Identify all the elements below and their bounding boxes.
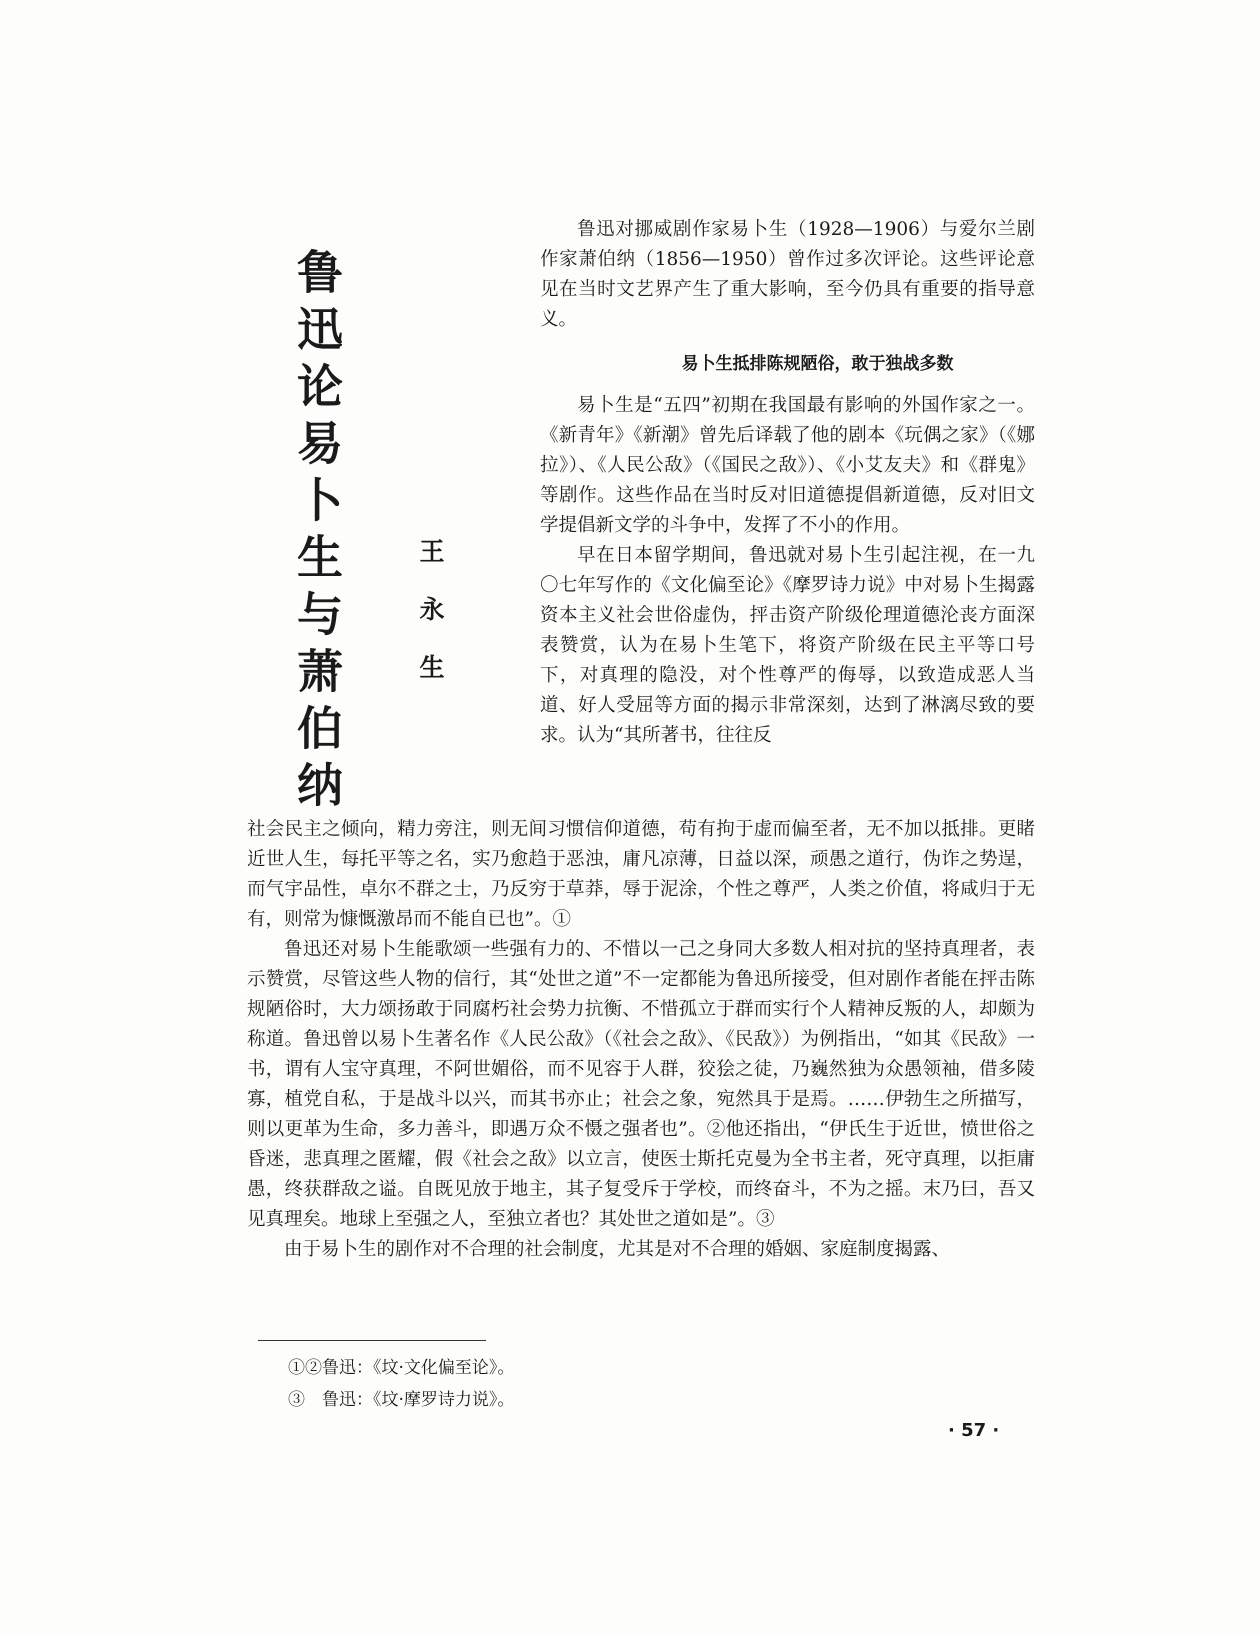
- body-paragraph-continuation: 社会民主之倾向，精力旁注，则无间习惯信仰道德，苟有拘于虚而偏至者，无不加以抵排。更睹近世人生，每托平等之名，实乃愈趋于恶浊，庸凡凉薄，日益以深，顽愚之道行，伪诈之势逞，而气宇品性，卓尔不群之士，乃反穷于草莽，辱于泥涂，个性之尊严，人类之价值，将咸归于无有，则常为慷慨激昂而不能自已也”。①: [247, 819, 1035, 930]
- article-title: 鲁迅论易卜生与萧伯纳: [290, 248, 344, 818]
- footnote: ③ 鲁迅：《坟·摩罗诗力说》。: [288, 1390, 515, 1410]
- section-heading: 易卜生抵排陈规陋俗，敢于独战多数: [681, 354, 954, 374]
- author-name: 王永生: [416, 538, 445, 712]
- body-paragraph: 易卜生是“五四”初期在我国最有影响的外国作家之一。《新青年》《新潮》曾先后译载了他的剧本《玩偶之家》（《娜拉》）、《人民公敌》（《国民之敌》）、《小艾友夫》和《群鬼》等剧作。这些作品在当时反对旧道德提倡新道德，反对旧文学提倡新文学的斗争中，发挥了不小的作用。: [540, 395, 1035, 536]
- intro-paragraph: 鲁迅对挪威剧作家易卜生（1928—1906）与爱尔兰剧作家萧伯纳（1856—1950）曾作过多次评论。这些评论意见在当时文艺界产生了重大影响，至今仍具有重要的指导意义。: [540, 219, 1035, 330]
- footnote-divider: [258, 1340, 486, 1341]
- body-paragraph: 鲁迅还对易卜生能歌颂一些强有力的、不惜以一己之身同大多数人相对抗的坚持真理者，表示赞赏，尽管这些人物的信行，其“处世之道”不一定都能为鲁迅所接受，但对剧作者能在抨击陈规陋俗时，大力颂扬敢于同腐朽社会势力抗衡、不惜孤立于群而实行个人精神反叛的人，却颇为称道。鲁迅曾以易卜生著名作《人民公敌》（《社会之敌》、《民敌》）为例指出，“如其《民敌》一书，谓有人宝守真理，不阿世媚俗，而不见容于人群，狡狯之徒，乃巍然独为众愚领袖，借多陵寡，植党自私，于是战斗以兴，而其书亦止；社会之象，宛然具于是焉。……伊勃生之所描写，则以更革为生命，多力善斗，即遇万众不慑之强者也”。②他还指出，“伊氏生于近世，愤世俗之昏迷，悲真理之匿耀，假《社会之敌》以立言，使医士斯托克曼为全书主者，死守真理，以拒庸愚，终获群敌之谥。自既见放于地主，其子复受斥于学校，而终奋斗，不为之摇。末乃曰，吾又见真理矣。地球上至强之人，至独立者也？其处世之道如是”。③: [247, 939, 1035, 1230]
- page-number: · 57 ·: [948, 1420, 1000, 1441]
- body-paragraph: 由于易卜生的剧作对不合理的社会制度，尤其是对不合理的婚姻、家庭制度揭露、: [284, 1239, 951, 1260]
- footnotes: [288, 1352, 888, 1416]
- right-column: [540, 215, 1035, 751]
- full-width-text: [247, 815, 1035, 1265]
- footnote: ①②鲁迅：《坟·文化偏至论》。: [288, 1358, 515, 1378]
- body-paragraph: 早在日本留学期间，鲁迅就对易卜生引起注视，在一九〇七年写作的《文化偏至论》《摩罗诗力说》中对易卜生揭露资本主义社会世俗虚伪，抨击资产阶级伦理道德沦丧方面深表赞赏，认为在易卜生笔下，将资产阶级在民主平等口号下，对真理的隐没，对个性尊严的侮辱，以致造成恶人当道、好人受屈等方面的揭示非常深刻，达到了淋漓尽致的要求。认为“其所著书，往往反: [540, 545, 1035, 746]
